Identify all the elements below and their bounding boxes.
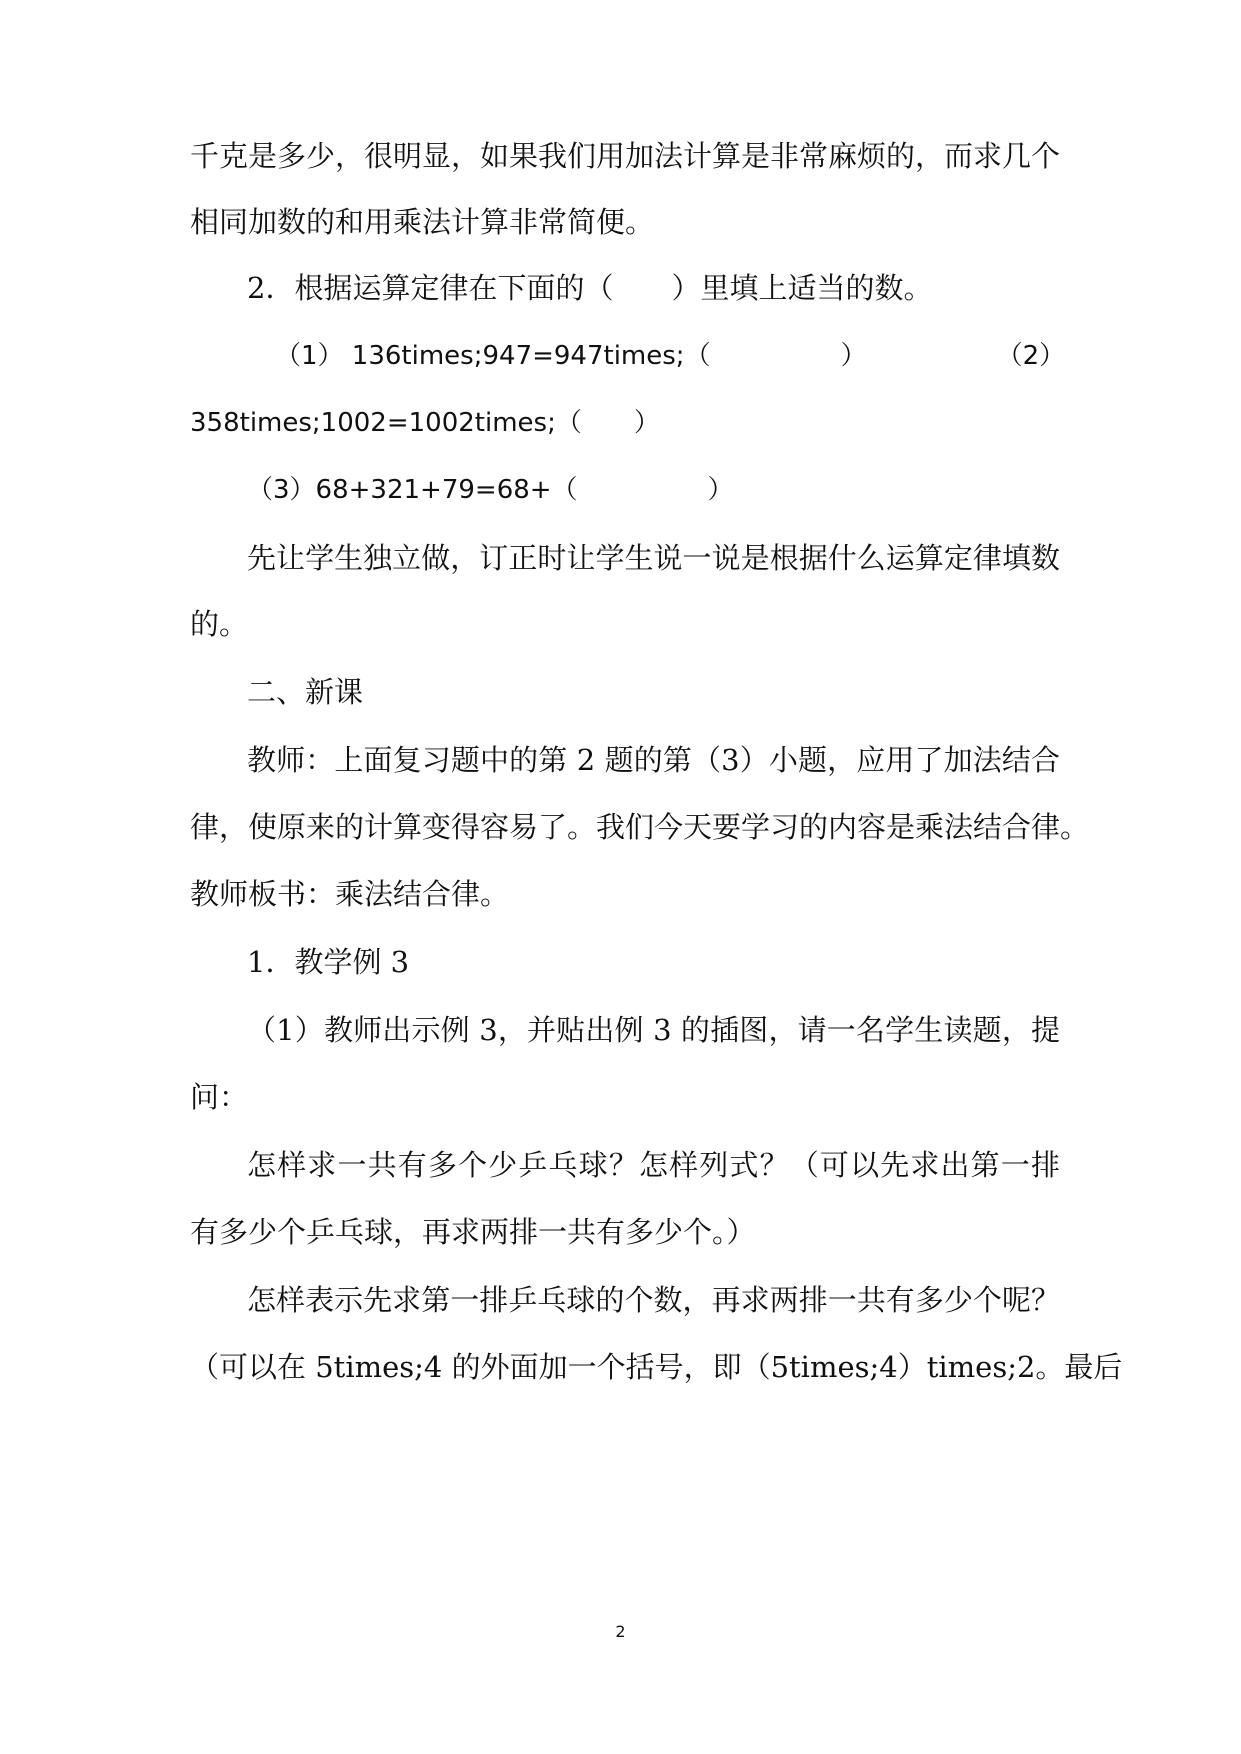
paragraph-line: 问：: [190, 1080, 249, 1114]
paragraph-line: 律，使原来的计算变得容易了。我们今天要学习的内容是乘法结合律。: [190, 810, 1090, 844]
exercise-item: （3）68+321+79=68+（ ）: [247, 475, 734, 505]
paragraph-line: （可以在 5times;4 的外面加一个括号，即（5times;4）times;2。最后: [190, 1350, 1123, 1384]
paragraph-line: 先让学生独立做，订正时让学生说一说是根据什么运算定律填数: [247, 541, 1060, 575]
exercise-heading: 2．根据运算定律在下面的（ ）里填上适当的数。: [247, 271, 933, 305]
paragraph-line: 怎样表示先求第一排乒乓球的个数，再求两排一共有多少个呢？: [247, 1283, 1060, 1317]
section-heading: 二、新课: [247, 675, 364, 709]
paragraph-line: （1）教师出示例 3，并贴出例 3 的插图，请一名学生读题，提: [247, 1013, 1060, 1047]
subsection-heading: 1．教学例 3: [247, 945, 410, 979]
exercise-item: 358times;1002=1002times;（ ）: [190, 408, 660, 438]
exercise-item: （1） 136times;947=947times;（ ） （2）: [275, 341, 1066, 371]
paragraph-line: 教师板书：乘法结合律。: [190, 877, 510, 911]
paragraph-line: 相同加数的和用乘法计算非常简便。: [190, 205, 655, 239]
paragraph-line: 教师：上面复习题中的第 2 题的第（3）小题，应用了加法结合: [247, 743, 1060, 777]
paragraph-line: 怎样求一共有多个少乒乓球？怎样列式？（可以先求出第一排: [247, 1148, 1060, 1182]
paragraph-line: 千克是多少，很明显，如果我们用加法计算是非常麻烦的，而求几个: [190, 139, 1061, 173]
paragraph-line: 的。: [190, 607, 249, 641]
page-number: 2: [615, 1622, 626, 1641]
paragraph-line: 有多少个乒乓球，再求两排一共有多少个。）: [190, 1215, 756, 1249]
